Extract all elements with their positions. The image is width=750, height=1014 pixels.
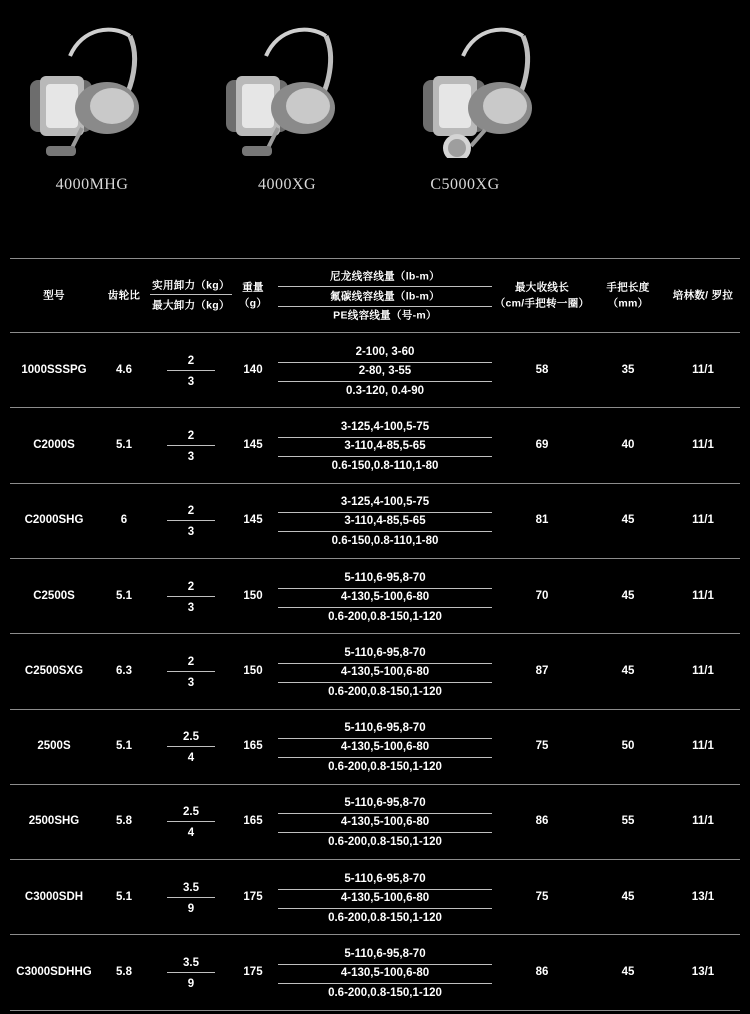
cell-drag: 3.5 <box>183 881 199 894</box>
cell-nylon: 5-110,6-95,8-70 <box>344 872 426 885</box>
cell-handle: 40 <box>621 438 635 451</box>
cell-fluoro: 4-130,5-100,6-80 <box>340 891 430 904</box>
cell-nylon: 3-125,4-100,5-75 <box>340 496 430 509</box>
header-line-divider <box>278 286 492 287</box>
cell-retrieve: 86 <box>535 815 549 828</box>
header-drag-max: 最大卸力（kg） <box>152 299 230 312</box>
cell-retrieve: 86 <box>535 966 549 979</box>
cell-pe: 0.6-200,0.8-150,1-120 <box>328 685 442 698</box>
line-capacity-divider <box>278 813 492 814</box>
cell-handle: 45 <box>621 890 635 903</box>
reel-image <box>12 18 162 158</box>
cell-model: C3000SDH <box>24 890 84 903</box>
cell-gear-ratio: 6 <box>120 514 128 527</box>
line-capacity-divider <box>278 456 492 457</box>
cell-model: C2500S <box>33 589 75 602</box>
cell-bearings: 13/1 <box>691 966 715 979</box>
cell-pe: 0.6-200,0.8-150,1-120 <box>328 761 442 774</box>
cell-fluoro: 3-110,4-85,5-65 <box>344 515 426 528</box>
line-capacity-divider <box>278 964 492 965</box>
cell-pe: 0.6-150,0.8-110,1-80 <box>331 535 439 548</box>
product-4000mhg <box>12 0 202 200</box>
header-nylon: 尼龙线容线量（lb-m） <box>330 270 440 283</box>
row-divider <box>10 709 740 710</box>
header-gear-ratio: 齿轮比 <box>107 289 141 302</box>
cell-fluoro: 4-130,5-100,6-80 <box>340 741 430 754</box>
line-capacity-divider <box>278 663 492 664</box>
header-model: 型号 <box>43 289 65 302</box>
cell-bearings: 11/1 <box>692 438 714 451</box>
cell-max-drag: 4 <box>187 752 195 765</box>
cell-model: C2500SXG <box>24 664 84 677</box>
cell-nylon: 5-110,6-95,8-70 <box>344 797 426 810</box>
row-divider <box>10 483 740 484</box>
line-capacity-divider <box>278 588 492 589</box>
cell-fluoro: 4-130,5-100,6-80 <box>340 590 430 603</box>
cell-weight: 140 <box>243 363 263 376</box>
drag-fraction-line <box>167 370 215 371</box>
line-capacity-divider <box>278 381 492 382</box>
cell-bearings: 11/1 <box>692 815 714 828</box>
product-c5000xg <box>405 0 595 200</box>
cell-max-drag: 3 <box>187 676 195 689</box>
cell-weight: 150 <box>243 664 263 677</box>
cell-handle: 35 <box>621 363 635 376</box>
cell-weight: 165 <box>243 740 263 753</box>
cell-drag: 2.5 <box>183 806 199 819</box>
line-capacity-divider <box>278 437 492 438</box>
cell-nylon: 5-110,6-95,8-70 <box>344 646 426 659</box>
cell-bearings: 11/1 <box>692 740 714 753</box>
line-capacity-divider <box>278 983 492 984</box>
cell-gear-ratio: 5.8 <box>116 966 132 979</box>
cell-pe: 0.6-200,0.8-150,1-120 <box>328 836 442 849</box>
cell-drag: 2 <box>187 429 195 442</box>
cell-gear-ratio: 4.6 <box>116 363 132 376</box>
cell-drag: 2 <box>187 354 195 367</box>
cell-weight: 175 <box>243 966 263 979</box>
drag-fraction-line <box>167 746 215 747</box>
cell-max-drag: 3 <box>187 526 195 539</box>
cell-fluoro: 2-80, 3-55 <box>358 364 412 377</box>
cell-fluoro: 4-130,5-100,6-80 <box>340 967 430 980</box>
cell-bearings: 13/1 <box>691 890 715 903</box>
cell-handle: 45 <box>621 589 635 602</box>
product-name: C5000XG <box>430 176 500 193</box>
row-divider <box>10 633 740 634</box>
row-divider <box>10 859 740 860</box>
row-divider <box>10 934 740 935</box>
cell-model: 2500SHG <box>28 815 80 828</box>
header-retrieve: 最大收线长 <box>515 281 569 294</box>
row-divider <box>10 558 740 559</box>
cell-retrieve: 81 <box>535 514 549 527</box>
header-handle: 手把长度 <box>606 281 650 294</box>
cell-pe: 0.3-120, 0.4-90 <box>345 384 425 397</box>
cell-retrieve: 69 <box>535 438 549 451</box>
cell-pe: 0.6-150,0.8-110,1-80 <box>331 459 439 472</box>
cell-bearings: 11/1 <box>692 589 714 602</box>
cell-pe: 0.6-200,0.8-150,1-120 <box>328 987 442 1000</box>
line-capacity-divider <box>278 531 492 532</box>
header-pe: PE线容线量（号-m） <box>333 309 437 322</box>
cell-gear-ratio: 5.1 <box>116 438 132 451</box>
cell-weight: 145 <box>243 514 263 527</box>
cell-nylon: 5-110,6-95,8-70 <box>344 571 426 584</box>
cell-fluoro: 3-110,4-85,5-65 <box>344 439 426 452</box>
row-divider <box>10 332 740 333</box>
cell-gear-ratio: 5.1 <box>116 740 132 753</box>
cell-pe: 0.6-200,0.8-150,1-120 <box>328 610 442 623</box>
cell-max-drag: 3 <box>187 450 195 463</box>
header-drag-practical: 实用卸力（kg） <box>152 279 230 292</box>
line-capacity-divider <box>278 889 492 890</box>
reel-image <box>208 18 358 158</box>
header-weight-unit: （g） <box>238 297 268 310</box>
row-divider <box>10 407 740 408</box>
line-capacity-divider <box>278 362 492 363</box>
cell-max-drag: 3 <box>187 601 195 614</box>
cell-retrieve: 58 <box>535 363 549 376</box>
product-name: 4000MHG <box>55 176 129 193</box>
cell-nylon: 5-110,6-95,8-70 <box>344 722 426 735</box>
line-capacity-divider <box>278 757 492 758</box>
cell-max-drag: 9 <box>187 978 195 991</box>
cell-weight: 165 <box>243 815 263 828</box>
cell-drag: 3.5 <box>183 957 199 970</box>
cell-handle: 45 <box>621 664 635 677</box>
header-retrieve-unit: （cm/手把转一圈） <box>494 297 590 310</box>
header-handle-unit: （mm） <box>607 297 649 310</box>
drag-fraction-line <box>167 445 215 446</box>
cell-model: 1000SSSPG <box>21 363 87 376</box>
line-capacity-divider <box>278 682 492 683</box>
drag-fraction-line <box>167 671 215 672</box>
drag-fraction-line <box>167 972 215 973</box>
cell-gear-ratio: 5.1 <box>116 890 132 903</box>
cell-bearings: 11/1 <box>692 664 714 677</box>
cell-drag: 2 <box>187 505 195 518</box>
header-fluoro: 氟碳线容线量（lb-m） <box>330 290 440 303</box>
row-divider <box>10 258 740 259</box>
cell-weight: 145 <box>243 438 263 451</box>
cell-retrieve: 75 <box>535 740 549 753</box>
row-divider <box>10 1010 740 1011</box>
cell-model: C2000S <box>33 438 75 451</box>
cell-max-drag: 3 <box>187 375 195 388</box>
cell-fluoro: 4-130,5-100,6-80 <box>340 816 430 829</box>
cell-retrieve: 70 <box>535 589 549 602</box>
cell-pe: 0.6-200,0.8-150,1-120 <box>328 911 442 924</box>
cell-handle: 45 <box>621 966 635 979</box>
cell-gear-ratio: 5.8 <box>116 815 132 828</box>
cell-drag: 2 <box>187 580 195 593</box>
line-capacity-divider <box>278 908 492 909</box>
cell-model: 2500S <box>37 740 71 753</box>
line-capacity-divider <box>278 738 492 739</box>
line-capacity-divider <box>278 607 492 608</box>
drag-fraction-line <box>167 596 215 597</box>
cell-model: C3000SDHHG <box>16 966 92 979</box>
cell-bearings: 11/1 <box>692 514 714 527</box>
header-drag-divider <box>150 294 232 295</box>
product-name: 4000XG <box>257 176 317 193</box>
cell-model: C2000SHG <box>24 514 84 527</box>
drag-fraction-line <box>167 821 215 822</box>
cell-handle: 50 <box>621 740 635 753</box>
cell-retrieve: 75 <box>535 890 549 903</box>
drag-fraction-line <box>167 520 215 521</box>
line-capacity-divider <box>278 512 492 513</box>
cell-max-drag: 9 <box>187 902 195 915</box>
reel-image <box>405 18 555 158</box>
line-capacity-divider <box>278 832 492 833</box>
cell-weight: 150 <box>243 589 263 602</box>
cell-weight: 175 <box>243 890 263 903</box>
cell-nylon: 3-125,4-100,5-75 <box>340 420 430 433</box>
cell-nylon: 2-100, 3-60 <box>355 345 415 358</box>
cell-gear-ratio: 5.1 <box>116 589 132 602</box>
row-divider <box>10 784 740 785</box>
cell-handle: 55 <box>621 815 635 828</box>
drag-fraction-line <box>167 897 215 898</box>
cell-drag: 2.5 <box>183 731 199 744</box>
cell-max-drag: 4 <box>187 827 195 840</box>
cell-gear-ratio: 6.3 <box>116 664 132 677</box>
product-4000xg <box>208 0 398 200</box>
header-weight: 重量 <box>242 281 264 294</box>
cell-bearings: 11/1 <box>692 363 714 376</box>
cell-drag: 2 <box>187 655 195 668</box>
cell-fluoro: 4-130,5-100,6-80 <box>340 665 430 678</box>
header-bearings: 培林数/ 罗拉 <box>672 289 734 302</box>
cell-nylon: 5-110,6-95,8-70 <box>344 948 426 961</box>
cell-retrieve: 87 <box>535 664 549 677</box>
cell-handle: 45 <box>621 514 635 527</box>
